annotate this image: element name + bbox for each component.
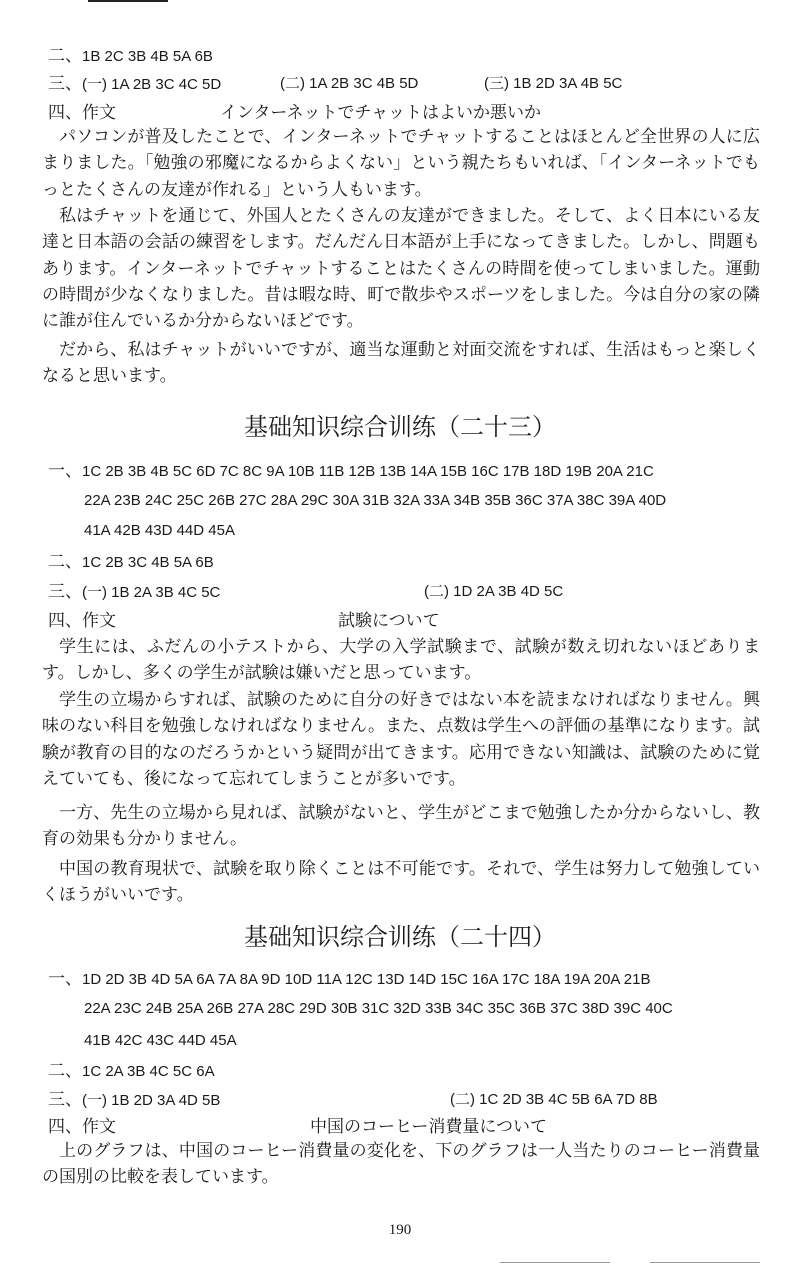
s23-essay-title: 試験について (338, 611, 440, 631)
s23-q1-answers-1: 1C 2B 3B 4B 5C 6D 7C 8C 9A 10B 11B 12B 13B 14A 15B 16C 17B 18D 19B 20A 21C (82, 463, 654, 480)
s23-q4-label: 四、作文 (48, 611, 116, 631)
s24-q1-answers-1: 1D 2D 3B 4D 5A 6A 7A 8A 9D 10D 11A 12C 13D 14D 15C 16A 17C 18A 19A 20A 21B (82, 971, 651, 988)
s24-q2 (48, 1061, 215, 1082)
s24-heading: 基础知识综合训练（二十四） (244, 923, 556, 951)
bottom-rule-1 (500, 1262, 610, 1263)
s22-essay-p1: パソコンが普及したことで、インターネットでチャットすることはほとんど全世界の人に広まりました。「勉強の邪魔になるからよくない」という親たちもいれば、「インターネットでもっとたくさんの友達が作れる」という人もいます。 (42, 127, 760, 200)
s23-q3-label: 三、 (48, 582, 82, 602)
s24-q1-answers-3: 41B 42C 43C 44D 45A (84, 1032, 237, 1049)
s23-q4 (48, 611, 440, 631)
s24-q3-part2: (二) 1C 2D 3B 4C 5B 6A 7D 8B (450, 1091, 658, 1108)
s24-q2-answers: 1C 2A 3B 4C 5C 6A (82, 1063, 215, 1080)
s23-q1-row2 (84, 490, 666, 511)
s22-essay-p2: 私はチャットを通じて、外国人とたくさんの友達ができました。そして、よく日本にいる友達と日本語の会話の練習をします。だんだん日本語が上手になってきました。しかし、問題もあります。インターネットでチャットすることはたくさんの時間を使ってしまいました。運動の時間が少なくなりました。昔は暇な時、町で散歩やスポーツをしました。今は自分の家の隣に誰が住んでいるか分からないほどです。 (42, 206, 760, 332)
s24-q1-row1 (48, 969, 650, 990)
s24-q1-row2 (84, 998, 673, 1019)
s22-essay-title: インターネットでチャットはよいか悪いか (220, 103, 541, 123)
s23-q1-answers-2: 22A 23B 24C 25C 26B 27C 28A 29C 30A 31B 32A 33A 34B 35B 36C 37A 38C 39A 40D (84, 492, 667, 509)
s22-q3-part3: (三) 1B 2D 3A 4B 5C (484, 75, 623, 92)
s23-essay-p3: 一方、先生の立場から見れば、試験がないと、学生がどこまで勉強したか分からないし、教育の効果も分かりません。 (42, 803, 760, 850)
s23-q3 (48, 582, 564, 603)
s24-q1-answers-2: 22A 23C 24B 25A 26B 27A 28C 29D 30B 31C 32D 33B 34C 35C 36B 37C 38D 39C 40C (84, 1000, 673, 1017)
s24-q4 (48, 1117, 547, 1137)
s23-q2 (48, 552, 214, 573)
s22-q3-part1: (一) 1A 2B 3C 4C 5D (82, 76, 222, 93)
s24-q1-label: 一、 (48, 969, 82, 989)
s22-q3 (48, 74, 623, 95)
s22-q3-part2: (二) 1A 2B 3C 4B 5D (280, 75, 419, 92)
s23-essay-p1: 学生には、ふだんの小テストから、大学の入学試験まで、試験が数え切れないほどあります。しかし、多くの学生が試験は嫌いだと思っています。 (42, 637, 760, 684)
page-number: 190 (388, 1222, 412, 1238)
s23-q3-part2: (二) 1D 2A 3B 4D 5C (424, 583, 564, 600)
s24-essay-title: 中国のコーヒー消費量について (310, 1117, 547, 1137)
s24-essay-p1: 上のグラフは、中国のコーヒー消費量の変化を、下のグラフは一人当たりのコーヒー消費量の国別の比較を表しています。 (42, 1141, 760, 1188)
s24-q3-part1: (一) 1B 2D 3A 4D 5B (82, 1092, 221, 1109)
s22-q2 (48, 46, 213, 67)
s23-q1-row3 (84, 520, 235, 541)
top-rule (88, 0, 168, 2)
s22-q3-label: 三、 (48, 74, 82, 94)
s23-q2-label: 二、 (48, 552, 82, 572)
s23-q3-part1: (一) 1B 2A 3B 4C 5C (82, 584, 221, 601)
s23-q1-answers-3: 41A 42B 43D 44D 45A (84, 522, 235, 539)
s22-q4-label: 四、作文 (48, 103, 116, 123)
s23-essay-p2: 学生の立場からすれば、試験のために自分の好きではない本を読まなければなりません。興味のない科目を勉強しなければなりません。また、点数は学生への評価の基準になります。試験が教育の目的なのだろうかという疑問が出てきます。応用できない知識は、試験のために覚えていても、後になって忘れてしまうことが多いです。 (42, 690, 760, 789)
s22-q2-label: 二、 (48, 46, 82, 66)
s24-q2-label: 二、 (48, 1061, 82, 1081)
s24-q3 (48, 1090, 658, 1111)
s22-essay-p3: だから、私はチャットがいいですが、適当な運動と対面交流をすれば、生活はもっと楽しくなると思います。 (42, 340, 760, 387)
s22-q4 (48, 103, 541, 123)
s23-heading: 基础知识综合训练（二十三） (244, 413, 556, 441)
s22-q2-answers: 1B 2C 3B 4B 5A 6B (82, 48, 213, 65)
bottom-rule-2 (650, 1262, 760, 1263)
s23-q1-label: 一、 (48, 461, 82, 481)
s23-essay-p4: 中国の教育現状で、試験を取り除くことは不可能です。それで、学生は努力して勉強していくほうがいいです。 (42, 859, 760, 906)
s23-q1-row1 (48, 461, 654, 482)
s23-q2-answers: 1C 2B 3C 4B 5A 6B (82, 554, 214, 571)
s24-q3-label: 三、 (48, 1090, 82, 1110)
s24-q4-label: 四、作文 (48, 1117, 116, 1137)
s24-q1-row3 (84, 1030, 237, 1051)
